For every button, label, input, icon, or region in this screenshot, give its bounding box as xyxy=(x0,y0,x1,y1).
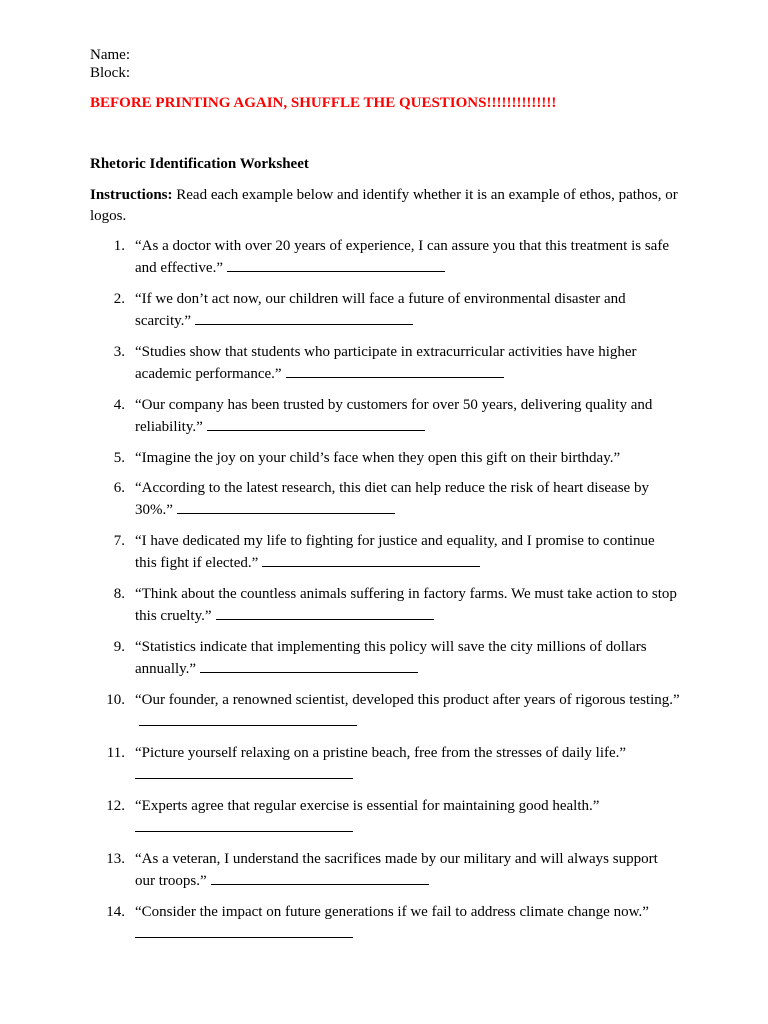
question-number: 13. xyxy=(106,850,125,867)
question-item xyxy=(90,395,680,438)
question-number: 1. xyxy=(113,238,125,254)
question-text: “I have dedicated my life to fighting for justice and equality, and I promise to continue this fight if elected.” xyxy=(135,533,655,572)
question-item xyxy=(90,289,680,332)
question-item xyxy=(90,743,680,786)
answer-blank[interactable] xyxy=(177,499,395,514)
answer-blank[interactable] xyxy=(135,764,353,779)
question-item xyxy=(90,902,680,945)
question-text: “Imagine the joy on your child’s face when they open this gift on their birthday.” xyxy=(135,449,621,466)
question-text: “According to the latest research, this diet can help reduce the risk of heart disease by 30%.” xyxy=(135,480,649,519)
answer-blank[interactable] xyxy=(262,552,480,567)
question-number: 11. xyxy=(106,744,125,761)
question-item xyxy=(90,448,680,469)
question-item xyxy=(90,796,680,839)
question-number: 10. xyxy=(106,692,125,709)
question-text: “Picture yourself relaxing on a pristine beach, free from the stresses of daily life.” xyxy=(135,744,627,761)
instructions-label: Instructions: xyxy=(90,187,173,203)
question-text: “As a veteran, I understand the sacrifices made by our military and will always support our troops.” xyxy=(135,850,658,889)
worksheet-title: Rhetoric Identification Worksheet xyxy=(90,156,309,172)
question-item xyxy=(90,690,680,733)
answer-blank[interactable] xyxy=(135,817,353,832)
question-text: “Statistics indicate that implementing this policy will save the city millions of dollars annually.” xyxy=(135,639,647,678)
shuffle-warning: BEFORE PRINTING AGAIN, SHUFFLE THE QUESTIONS!!!!!!!!!!!!!! xyxy=(90,95,557,111)
question-item xyxy=(90,849,680,892)
question-number: 7. xyxy=(113,533,125,550)
question-number: 9. xyxy=(113,639,125,656)
question-item xyxy=(90,236,680,279)
question-text: “Our company has been trusted by customers for over 50 years, delivering quality and reliability.” xyxy=(135,396,653,435)
question-number: 5. xyxy=(113,449,125,466)
question-number: 3. xyxy=(113,343,125,360)
question-item xyxy=(90,478,680,521)
question-text: “Consider the impact on future generations if we fail to address climate change now.” xyxy=(135,903,649,920)
question-number: 14. xyxy=(106,903,125,920)
question-item xyxy=(90,531,680,574)
answer-blank[interactable] xyxy=(207,416,425,431)
question-text: “Think about the countless animals suffering in factory farms. We must take action to stop this cruelty.” xyxy=(135,586,677,625)
question-text: “As a doctor with over 20 years of experience, I can assure you that this treatment is safe and effective.” xyxy=(135,238,669,276)
answer-blank[interactable] xyxy=(139,711,357,726)
instructions-text: Read each example below and identify whether it is an example of ethos, pathos, or logos. xyxy=(90,187,678,224)
question-number: 2. xyxy=(113,290,125,307)
answer-blank[interactable] xyxy=(286,363,504,378)
question-list xyxy=(90,236,680,945)
instructions xyxy=(90,185,680,227)
name-label: Name: xyxy=(90,47,130,63)
worksheet-page xyxy=(90,46,680,954)
question-text: “Studies show that students who participate in extracurricular activities have higher academic performance.” xyxy=(135,343,637,382)
answer-blank[interactable] xyxy=(227,257,445,272)
question-item xyxy=(90,342,680,385)
answer-blank[interactable] xyxy=(200,658,418,673)
answer-blank[interactable] xyxy=(135,923,353,938)
question-number: 6. xyxy=(113,480,125,497)
question-number: 4. xyxy=(113,396,125,413)
block-label: Block: xyxy=(90,65,130,81)
answer-blank[interactable] xyxy=(195,310,413,325)
question-item xyxy=(90,637,680,680)
question-number: 8. xyxy=(113,586,125,603)
answer-blank[interactable] xyxy=(216,605,434,620)
question-number: 12. xyxy=(106,797,125,814)
question-text: “If we don’t act now, our children will face a future of environmental disaster and scarcity.” xyxy=(135,290,626,329)
question-text: “Experts agree that regular exercise is essential for maintaining good health.” xyxy=(135,797,600,814)
question-text: “Our founder, a renowned scientist, developed this product after years of rigorous testing.” xyxy=(135,692,680,709)
answer-blank[interactable] xyxy=(211,870,429,885)
question-item xyxy=(90,584,680,627)
